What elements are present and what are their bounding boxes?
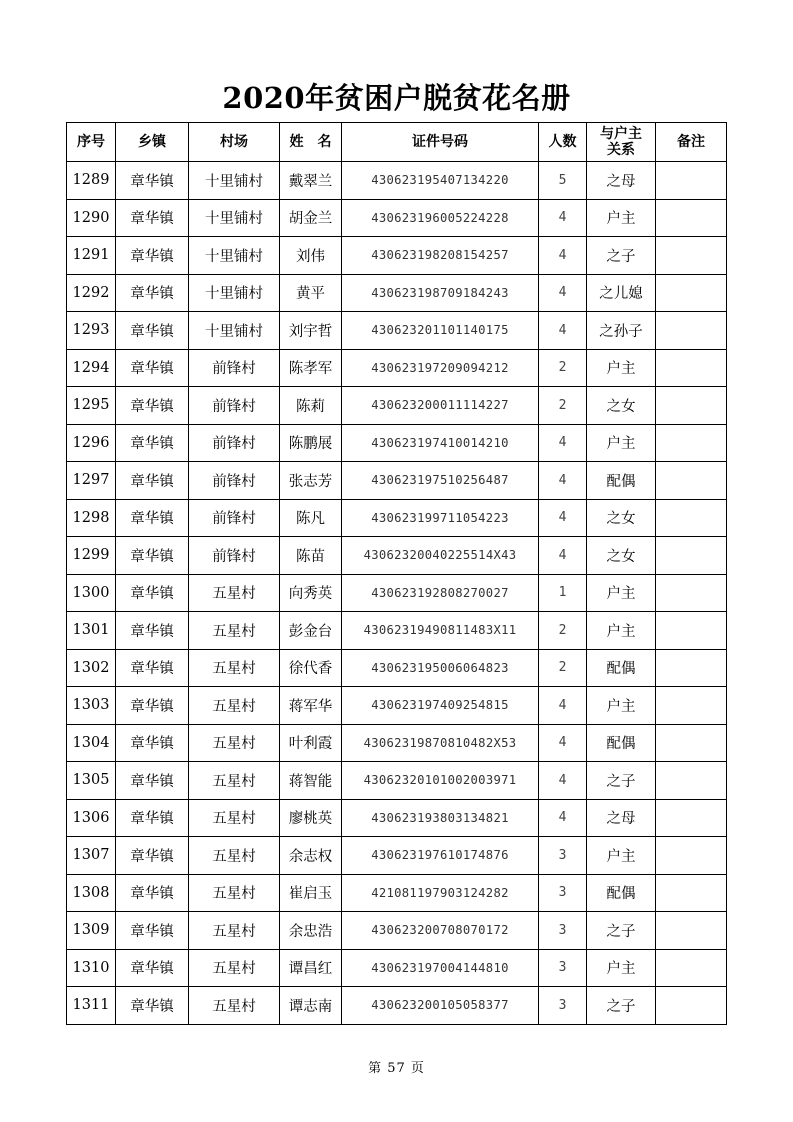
table-row (67, 274, 727, 312)
cell-relation: 之女 (587, 387, 656, 425)
table-row (67, 387, 727, 425)
cell-id: 430623196005224228 (342, 199, 539, 237)
cell-count: 4 (539, 424, 587, 462)
table-row (67, 349, 727, 387)
cell-id: 430623200105058377 (342, 987, 539, 1025)
page-number: 第 57 页 (368, 1061, 425, 1076)
cell-seq: 1297 (67, 462, 116, 500)
cell-relation: 户主 (587, 574, 656, 612)
cell-count: 4 (539, 499, 587, 537)
cell-relation: 户主 (587, 949, 656, 987)
cell-seq: 1295 (67, 387, 116, 425)
cell-seq: 1306 (67, 799, 116, 837)
cell-town: 章华镇 (116, 837, 189, 875)
cell-name: 陈凡 (280, 499, 342, 537)
table-row (67, 837, 727, 875)
cell-relation: 之子 (587, 912, 656, 950)
cell-id: 43062320101002003971 (342, 762, 539, 800)
cell-village: 五星村 (189, 949, 280, 987)
cell-village: 前锋村 (189, 424, 280, 462)
cell-village: 五星村 (189, 574, 280, 612)
cell-count: 5 (539, 162, 587, 200)
cell-count: 4 (539, 237, 587, 275)
table-body (67, 162, 727, 1025)
header-relation-line2: 关系 (607, 142, 635, 158)
cell-village: 十里铺村 (189, 237, 280, 275)
cell-village: 十里铺村 (189, 162, 280, 200)
cell-relation: 户主 (587, 612, 656, 650)
cell-town: 章华镇 (116, 949, 189, 987)
table-row (67, 799, 727, 837)
cell-village: 五星村 (189, 649, 280, 687)
cell-note (656, 537, 727, 575)
header-count: 人数 (539, 123, 587, 162)
table-row (67, 462, 727, 500)
cell-town: 章华镇 (116, 649, 189, 687)
cell-town: 章华镇 (116, 312, 189, 350)
cell-town: 章华镇 (116, 574, 189, 612)
cell-note (656, 687, 727, 725)
cell-count: 4 (539, 537, 587, 575)
cell-relation: 户主 (587, 349, 656, 387)
cell-id: 430623197610174876 (342, 837, 539, 875)
cell-village: 五星村 (189, 874, 280, 912)
cell-note (656, 612, 727, 650)
cell-name: 谭志南 (280, 987, 342, 1025)
header-id: 证件号码 (342, 123, 539, 162)
page-title: 2020年贫困户脱贫花名册 (222, 81, 571, 115)
cell-count: 1 (539, 574, 587, 612)
cell-seq: 1296 (67, 424, 116, 462)
cell-seq: 1298 (67, 499, 116, 537)
cell-note (656, 949, 727, 987)
cell-note (656, 649, 727, 687)
table-row (67, 199, 727, 237)
cell-town: 章华镇 (116, 499, 189, 537)
cell-note (656, 387, 727, 425)
cell-name: 蒋军华 (280, 687, 342, 725)
cell-relation: 之女 (587, 499, 656, 537)
cell-name: 叶利霞 (280, 724, 342, 762)
cell-relation: 之女 (587, 537, 656, 575)
cell-name: 蒋智能 (280, 762, 342, 800)
cell-village: 十里铺村 (189, 274, 280, 312)
cell-town: 章华镇 (116, 274, 189, 312)
cell-id: 430623195006064823 (342, 649, 539, 687)
table-row (67, 987, 727, 1025)
cell-seq: 1290 (67, 199, 116, 237)
cell-seq: 1305 (67, 762, 116, 800)
cell-seq: 1299 (67, 537, 116, 575)
cell-count: 2 (539, 649, 587, 687)
cell-village: 前锋村 (189, 349, 280, 387)
cell-seq: 1291 (67, 237, 116, 275)
header-seq: 序号 (67, 123, 116, 162)
cell-town: 章华镇 (116, 687, 189, 725)
cell-village: 五星村 (189, 687, 280, 725)
cell-relation: 之母 (587, 162, 656, 200)
header-note: 备注 (656, 123, 727, 162)
cell-count: 2 (539, 349, 587, 387)
cell-count: 4 (539, 312, 587, 350)
cell-id: 421081197903124282 (342, 874, 539, 912)
cell-id: 430623200011114227 (342, 387, 539, 425)
cell-id: 430623193803134821 (342, 799, 539, 837)
cell-note (656, 574, 727, 612)
cell-name: 廖桃英 (280, 799, 342, 837)
cell-town: 章华镇 (116, 537, 189, 575)
cell-name: 黄平 (280, 274, 342, 312)
cell-town: 章华镇 (116, 162, 189, 200)
cell-name: 余志权 (280, 837, 342, 875)
cell-village: 五星村 (189, 912, 280, 950)
cell-count: 3 (539, 987, 587, 1025)
cell-village: 五星村 (189, 762, 280, 800)
cell-seq: 1311 (67, 987, 116, 1025)
cell-count: 4 (539, 462, 587, 500)
cell-id: 430623195407134220 (342, 162, 539, 200)
cell-town: 章华镇 (116, 912, 189, 950)
cell-relation: 之孙子 (587, 312, 656, 350)
cell-note (656, 274, 727, 312)
cell-id: 43062320040225514X43 (342, 537, 539, 575)
cell-note (656, 199, 727, 237)
cell-town: 章华镇 (116, 462, 189, 500)
cell-name: 张志芳 (280, 462, 342, 500)
header-town: 乡镇 (116, 123, 189, 162)
poverty-roster-table (66, 122, 727, 1025)
cell-id: 430623192808270027 (342, 574, 539, 612)
cell-count: 4 (539, 199, 587, 237)
cell-note (656, 237, 727, 275)
cell-town: 章华镇 (116, 237, 189, 275)
cell-seq: 1310 (67, 949, 116, 987)
cell-id: 430623197004144810 (342, 949, 539, 987)
cell-note (656, 762, 727, 800)
cell-village: 前锋村 (189, 387, 280, 425)
cell-count: 2 (539, 612, 587, 650)
cell-town: 章华镇 (116, 424, 189, 462)
cell-name: 戴翠兰 (280, 162, 342, 200)
cell-note (656, 499, 727, 537)
cell-id: 430623200708070172 (342, 912, 539, 950)
cell-id: 430623197209094212 (342, 349, 539, 387)
cell-seq: 1300 (67, 574, 116, 612)
cell-seq: 1304 (67, 724, 116, 762)
cell-village: 前锋村 (189, 499, 280, 537)
cell-count: 4 (539, 799, 587, 837)
cell-note (656, 837, 727, 875)
cell-town: 章华镇 (116, 799, 189, 837)
table-row (67, 687, 727, 725)
cell-relation: 之子 (587, 237, 656, 275)
cell-relation: 之子 (587, 762, 656, 800)
cell-relation: 户主 (587, 687, 656, 725)
table-row (67, 237, 727, 275)
cell-count: 3 (539, 912, 587, 950)
cell-town: 章华镇 (116, 387, 189, 425)
cell-name: 陈鹏展 (280, 424, 342, 462)
cell-relation: 之儿媳 (587, 274, 656, 312)
cell-seq: 1307 (67, 837, 116, 875)
cell-note (656, 874, 727, 912)
cell-town: 章华镇 (116, 762, 189, 800)
table-row (67, 537, 727, 575)
cell-note (656, 312, 727, 350)
cell-relation: 户主 (587, 424, 656, 462)
cell-seq: 1308 (67, 874, 116, 912)
cell-note (656, 162, 727, 200)
cell-id: 430623199711054223 (342, 499, 539, 537)
cell-name: 崔启玉 (280, 874, 342, 912)
cell-count: 4 (539, 274, 587, 312)
table-row (67, 424, 727, 462)
cell-seq: 1292 (67, 274, 116, 312)
cell-village: 十里铺村 (189, 312, 280, 350)
cell-seq: 1302 (67, 649, 116, 687)
cell-relation: 配偶 (587, 462, 656, 500)
table-row (67, 312, 727, 350)
cell-name: 徐代香 (280, 649, 342, 687)
cell-count: 4 (539, 687, 587, 725)
cell-seq: 1293 (67, 312, 116, 350)
cell-village: 五星村 (189, 724, 280, 762)
cell-seq: 1303 (67, 687, 116, 725)
cell-relation: 之子 (587, 987, 656, 1025)
cell-name: 胡金兰 (280, 199, 342, 237)
cell-id: 430623201101140175 (342, 312, 539, 350)
cell-relation: 之母 (587, 799, 656, 837)
cell-name: 刘宇哲 (280, 312, 342, 350)
cell-name: 谭昌红 (280, 949, 342, 987)
cell-note (656, 799, 727, 837)
cell-name: 余忠浩 (280, 912, 342, 950)
cell-count: 2 (539, 387, 587, 425)
cell-name: 陈莉 (280, 387, 342, 425)
cell-note (656, 912, 727, 950)
header-relation (587, 123, 656, 162)
cell-village: 十里铺村 (189, 199, 280, 237)
cell-relation: 配偶 (587, 649, 656, 687)
cell-id: 43062319490811483X11 (342, 612, 539, 650)
table-header-row (67, 123, 727, 162)
table-row (67, 949, 727, 987)
cell-village: 五星村 (189, 987, 280, 1025)
table-row (67, 874, 727, 912)
cell-name: 彭金台 (280, 612, 342, 650)
cell-town: 章华镇 (116, 874, 189, 912)
cell-id: 430623198208154257 (342, 237, 539, 275)
cell-note (656, 424, 727, 462)
cell-relation: 户主 (587, 837, 656, 875)
table-row (67, 912, 727, 950)
table-row (67, 724, 727, 762)
table-row (67, 162, 727, 200)
cell-town: 章华镇 (116, 349, 189, 387)
cell-id: 430623197510256487 (342, 462, 539, 500)
cell-seq: 1294 (67, 349, 116, 387)
cell-id: 430623197410014210 (342, 424, 539, 462)
cell-id: 43062319870810482X53 (342, 724, 539, 762)
header-name: 姓 名 (280, 123, 342, 162)
table-row (67, 762, 727, 800)
cell-name: 陈苗 (280, 537, 342, 575)
cell-count: 3 (539, 837, 587, 875)
cell-village: 前锋村 (189, 537, 280, 575)
cell-note (656, 987, 727, 1025)
cell-town: 章华镇 (116, 987, 189, 1025)
cell-village: 五星村 (189, 837, 280, 875)
cell-name: 陈孝军 (280, 349, 342, 387)
cell-seq: 1301 (67, 612, 116, 650)
cell-count: 4 (539, 762, 587, 800)
cell-count: 3 (539, 949, 587, 987)
cell-id: 430623198709184243 (342, 274, 539, 312)
cell-relation: 配偶 (587, 874, 656, 912)
cell-name: 刘伟 (280, 237, 342, 275)
cell-count: 4 (539, 724, 587, 762)
cell-seq: 1289 (67, 162, 116, 200)
cell-id: 430623197409254815 (342, 687, 539, 725)
cell-village: 五星村 (189, 799, 280, 837)
cell-town: 章华镇 (116, 199, 189, 237)
cell-note (656, 462, 727, 500)
table-row (67, 612, 727, 650)
cell-relation: 户主 (587, 199, 656, 237)
header-village: 村场 (189, 123, 280, 162)
cell-name: 向秀英 (280, 574, 342, 612)
cell-village: 五星村 (189, 612, 280, 650)
cell-village: 前锋村 (189, 462, 280, 500)
cell-seq: 1309 (67, 912, 116, 950)
table-row (67, 574, 727, 612)
cell-note (656, 724, 727, 762)
cell-town: 章华镇 (116, 612, 189, 650)
table-row (67, 649, 727, 687)
header-relation-line1: 与户主 (600, 126, 642, 142)
table-row (67, 499, 727, 537)
cell-count: 3 (539, 874, 587, 912)
cell-town: 章华镇 (116, 724, 189, 762)
cell-relation: 配偶 (587, 724, 656, 762)
cell-note (656, 349, 727, 387)
